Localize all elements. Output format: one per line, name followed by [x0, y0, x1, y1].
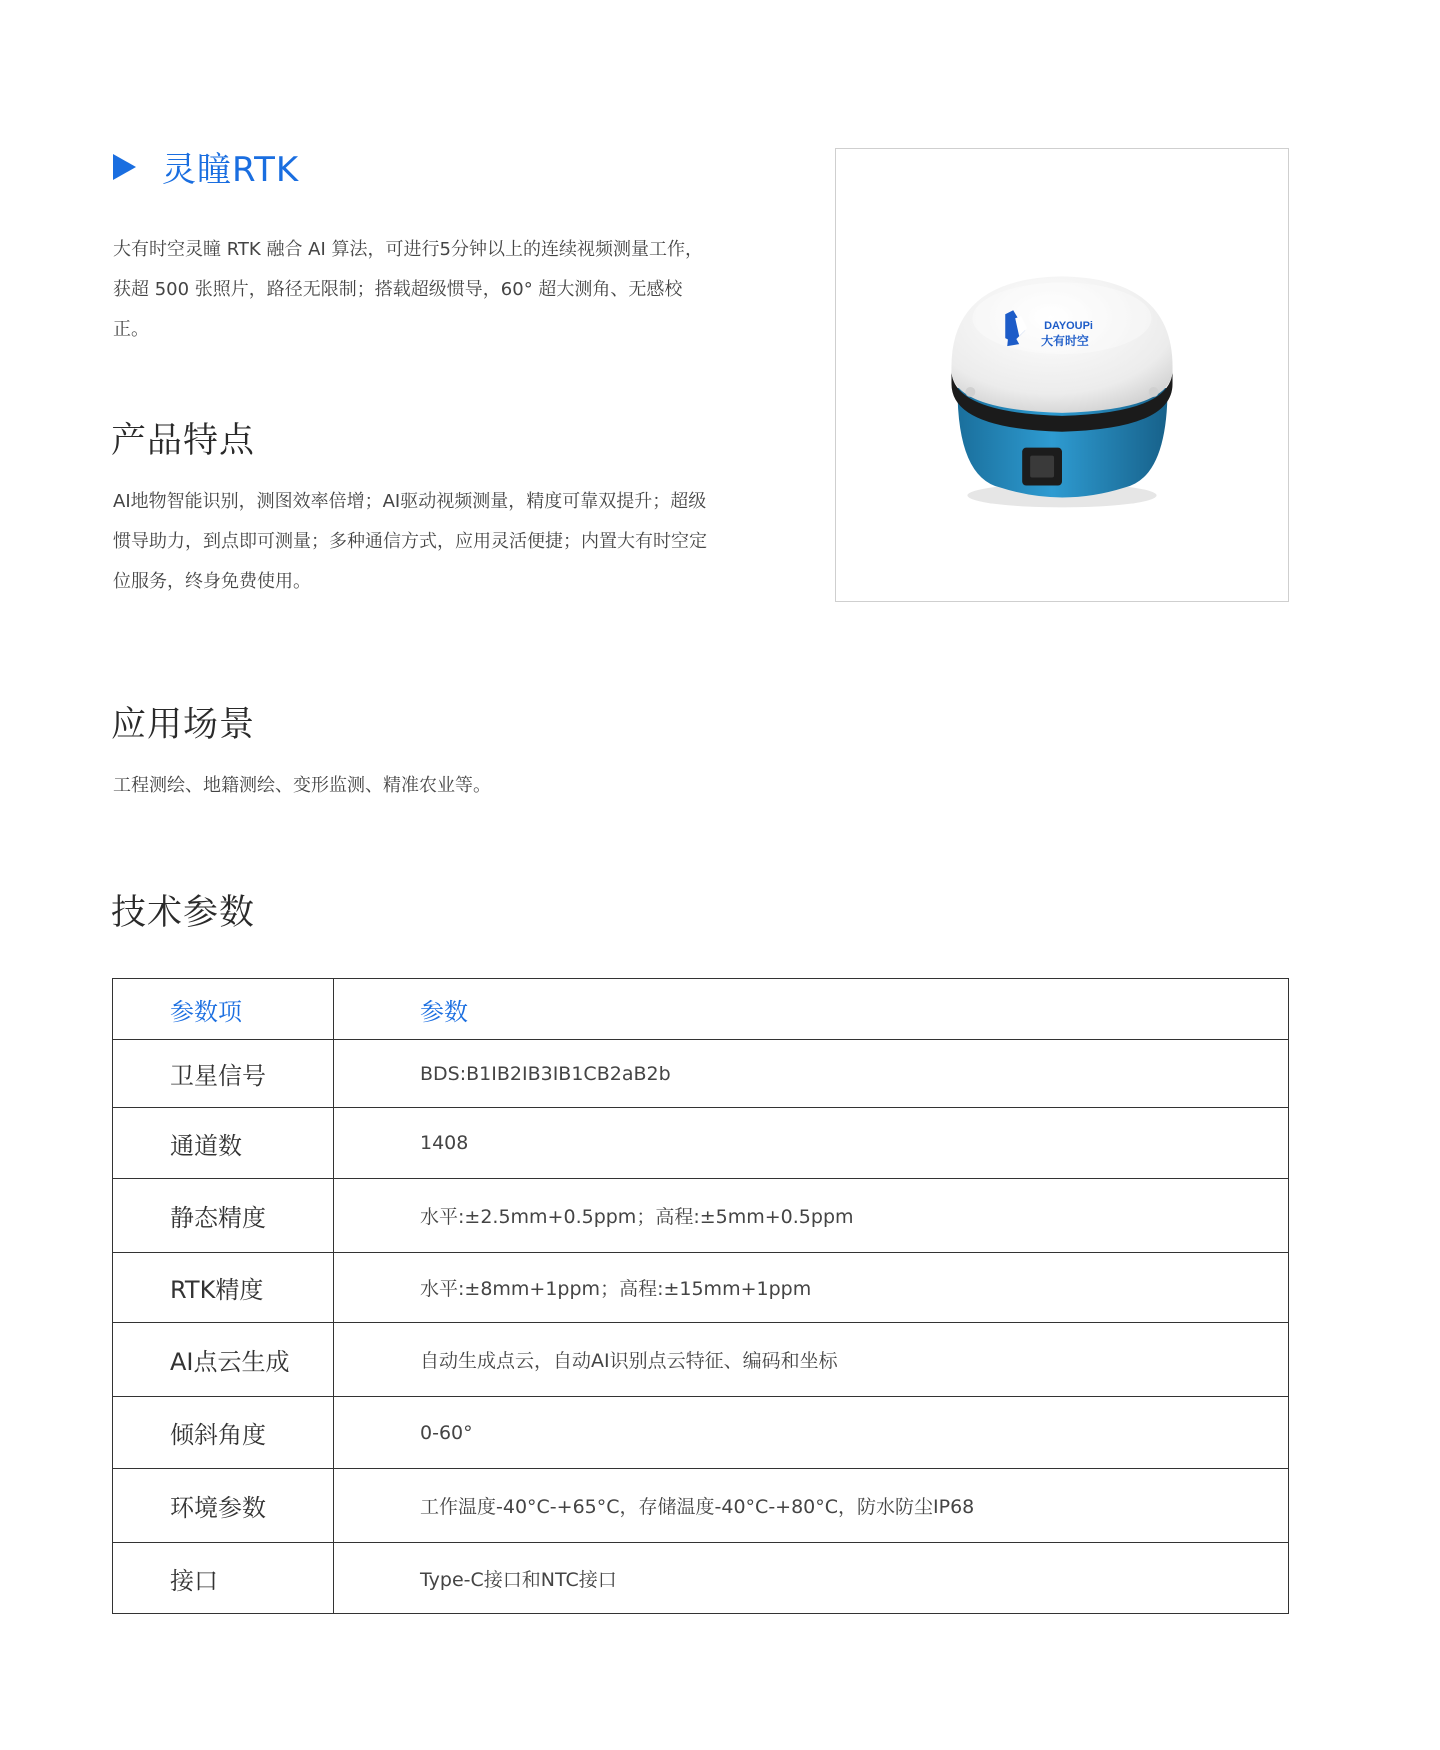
play-triangle-icon — [113, 154, 136, 180]
spec-value: 工作温度-40°C-+65°C，存储温度-40°C-+80°C，防水防尘IP68 — [334, 1469, 1289, 1543]
specs-title: 技术参数 — [111, 893, 256, 933]
table-row — [113, 1397, 1289, 1469]
brand-name-cn: 大有时空 — [1041, 334, 1089, 349]
product-description: 大有时空灵瞳 RTK 融合 AI 算法，可进行5分钟以上的连续视频测量工作，获超 500 张照片，路径无限制；搭载超级惯导，60° 超大测角、无感校正。 — [113, 239, 703, 340]
table-row — [113, 1323, 1289, 1397]
spec-name: AI点云生成 — [113, 1323, 334, 1397]
applications-text: 工程测绘、地籍测绘、变形监测、精准农业等。 — [113, 775, 491, 796]
product-title: 灵瞳RTK — [162, 150, 300, 190]
table-row — [113, 1108, 1289, 1179]
spec-name: 静态精度 — [113, 1179, 334, 1253]
spec-value: Type-C接口和NTC接口 — [334, 1543, 1289, 1614]
table-row — [113, 1253, 1289, 1323]
product-image — [835, 148, 1289, 602]
spec-name: 倾斜角度 — [113, 1397, 334, 1469]
spec-value: 自动生成点云，自动AI识别点云特征、编码和坐标 — [334, 1323, 1289, 1397]
spec-name: 卫星信号 — [113, 1040, 334, 1108]
spec-name: RTK精度 — [113, 1253, 334, 1323]
rtk-receiver-illustration — [836, 149, 1288, 601]
specs-table — [112, 978, 1289, 1614]
spec-value: 水平:±2.5mm+0.5ppm；高程:±5mm+0.5ppm — [334, 1179, 1289, 1253]
table-row — [113, 1179, 1289, 1253]
applications-title: 应用场景 — [111, 705, 256, 745]
spec-name: 接口 — [113, 1543, 334, 1614]
spec-value: BDS:B1IB2IB3IB1CB2aB2b — [334, 1040, 1289, 1108]
product-header — [113, 142, 299, 191]
spec-value: 0-60° — [334, 1397, 1289, 1469]
header-name-cell: 参数项 — [113, 979, 334, 1040]
features-text: AI地物智能识别，测图效率倍增；AI驱动视频测量，精度可靠双提升；超级惯导助力，到点即可测量；多种通信方式，应用灵活便捷；内置大有时空定位服务，终身免费使用。 — [113, 491, 707, 592]
spec-value: 水平:±8mm+1ppm；高程:±15mm+1ppm — [334, 1253, 1289, 1323]
table-row — [113, 1040, 1289, 1108]
header-value-cell: 参数 — [334, 979, 1289, 1040]
spec-name: 通道数 — [113, 1108, 334, 1179]
features-title: 产品特点 — [111, 421, 256, 461]
spec-name: 环境参数 — [113, 1469, 334, 1543]
table-row — [113, 1543, 1289, 1614]
table-row — [113, 1469, 1289, 1543]
table-header-row — [113, 979, 1289, 1040]
spec-value: 1408 — [334, 1108, 1289, 1179]
brand-name-en: DAYOUPi — [1044, 320, 1093, 333]
